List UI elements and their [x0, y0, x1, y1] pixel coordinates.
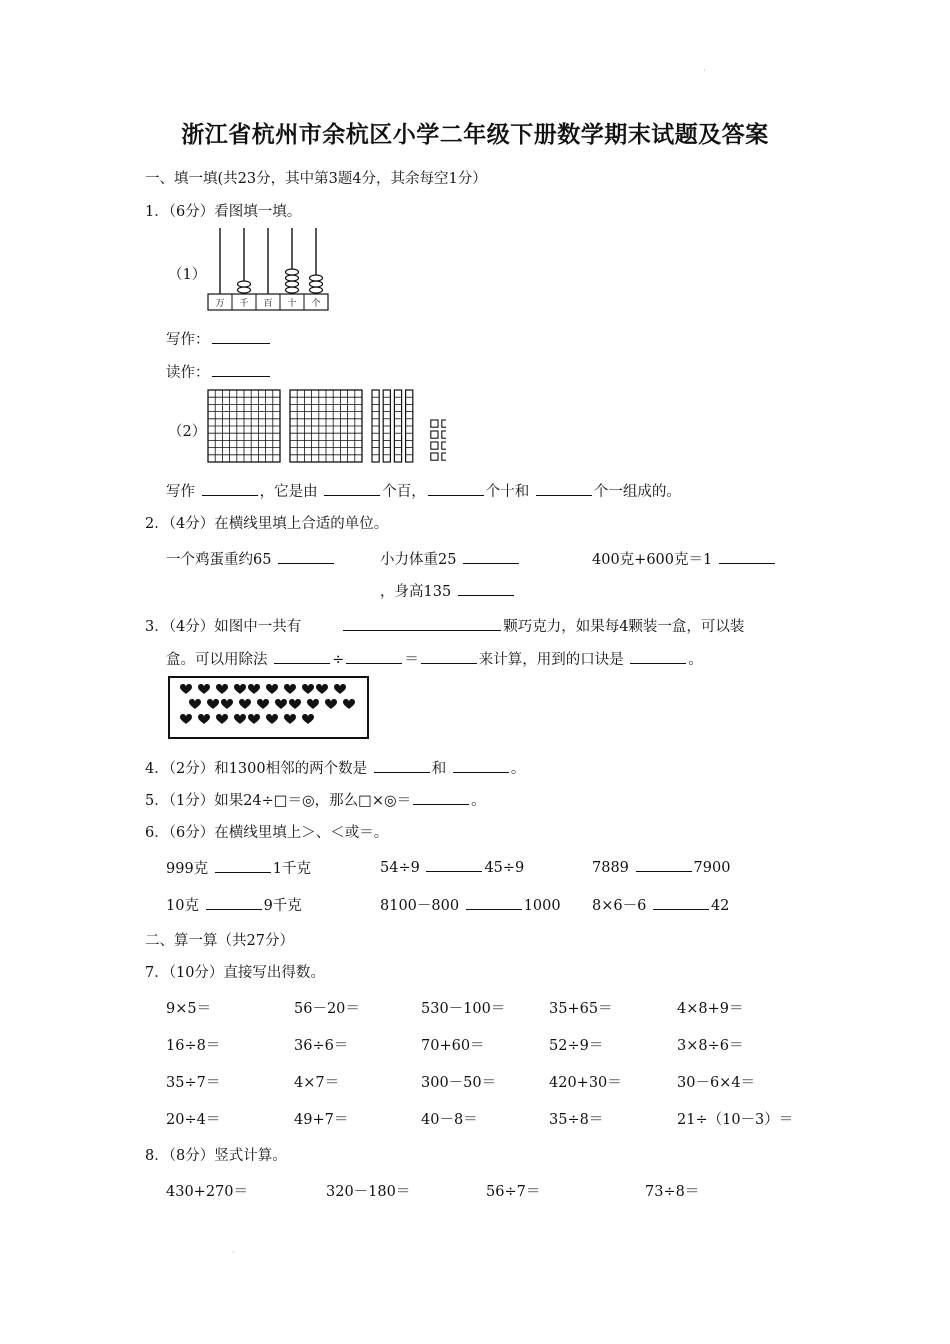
- weight-blank[interactable]: [463, 549, 519, 564]
- calc-item: 52÷9＝: [549, 1038, 604, 1054]
- ones-blank[interactable]: [536, 481, 592, 496]
- chocolate-heart: [198, 684, 210, 694]
- chocolate-heart: [284, 714, 296, 724]
- q6-right: 9千克: [263, 898, 302, 914]
- q4-blank-1[interactable]: [374, 758, 430, 773]
- one-cube: [442, 420, 446, 427]
- q6-left: 999克: [166, 861, 209, 877]
- dividend-blank[interactable]: [274, 649, 330, 664]
- q6-blank[interactable]: [206, 895, 262, 910]
- abacus-bead: [286, 275, 299, 281]
- total-chocolates-blank[interactable]: [343, 616, 501, 631]
- q6-item-4: [166, 894, 302, 915]
- q3-text-d: 来计算，用到的口诀是: [478, 652, 624, 668]
- chocolate-heart: [248, 714, 260, 724]
- read-blank[interactable]: [212, 362, 270, 377]
- abacus-bead: [286, 281, 299, 287]
- q2-item-weight: [380, 548, 521, 569]
- q6-left: 8×6－6: [592, 898, 647, 914]
- chocolate-heart: [221, 699, 233, 709]
- q2-item-sum: [592, 548, 777, 569]
- div-sign: ÷: [332, 652, 345, 668]
- calc-item: 35÷7＝: [166, 1075, 221, 1091]
- q4-text-a: 4．（2分）和1300相邻的两个数是: [145, 761, 368, 777]
- q6-item-1: [166, 857, 311, 878]
- q6-left: 8100－800: [380, 898, 460, 914]
- calc-item: 35+65＝: [549, 1001, 613, 1017]
- fill-text-4: 个十和: [485, 484, 530, 500]
- calc-item: 9×5＝: [166, 1001, 212, 1017]
- q5-text-b: 。: [471, 793, 486, 809]
- fill-text-3: 个百，: [382, 484, 426, 500]
- q3-text-c: 盒。可以用除法: [166, 652, 268, 668]
- eq-sign: ＝: [404, 652, 419, 668]
- q6-left: 10克: [166, 898, 199, 914]
- q6-item-2: [380, 857, 524, 876]
- one-cube: [442, 453, 446, 460]
- section-1-heading: 一、填一填(共23分，其中第3题4分，其余每空1分）: [145, 171, 487, 187]
- q1-part1-label: （1）: [168, 267, 207, 283]
- write-blank[interactable]: [212, 329, 270, 344]
- q6-item-3: [592, 857, 730, 876]
- abacus-place-label: 十: [287, 299, 297, 309]
- chocolate-heart: [234, 684, 246, 694]
- q5-blank[interactable]: [413, 790, 469, 805]
- one-cube: [431, 431, 438, 438]
- question-4: [145, 757, 525, 778]
- chocolate-heart: [284, 684, 296, 694]
- q2-item-height: [380, 580, 516, 601]
- abacus-bead: [286, 287, 299, 293]
- tens-blank[interactable]: [428, 481, 484, 496]
- calc-item: 4×8+9＝: [677, 1001, 744, 1017]
- chocolate-heart: [302, 714, 314, 724]
- q3-line-1: [145, 615, 744, 636]
- one-cube: [442, 442, 446, 449]
- chocolate-heart: [180, 714, 192, 724]
- calc-item: 30－6×4＝: [677, 1075, 756, 1091]
- height-blank[interactable]: [458, 581, 514, 596]
- q6-right: 42: [710, 898, 730, 914]
- vertical-calc-item: 320－180＝: [326, 1184, 411, 1200]
- vertical-calc-item: 56÷7＝: [486, 1184, 541, 1200]
- question-5: [145, 789, 486, 810]
- calc-item: 3×8÷6＝: [677, 1038, 744, 1054]
- question-1-header: 1．（6分）看图填一填。: [145, 204, 302, 220]
- q1-part2-label: （2）: [168, 424, 207, 440]
- egg-label: 一个鸡蛋重约65: [166, 552, 272, 568]
- q4-text-c: 。: [510, 761, 526, 777]
- q3-text-b: 颗巧克力，如果每4颗装一盒，可以装: [503, 619, 745, 635]
- egg-blank[interactable]: [278, 549, 334, 564]
- chocolate-heart: [289, 699, 301, 709]
- q1-read-label: [166, 361, 272, 382]
- q3-line-2: [166, 648, 703, 669]
- one-cube: [431, 453, 438, 460]
- abacus-figure: [206, 224, 342, 314]
- bottom-dot: ·: [232, 1248, 235, 1257]
- calc-item: 300－50＝: [421, 1075, 497, 1091]
- chocolate-heart: [216, 684, 228, 694]
- q6-item-6: [592, 894, 729, 915]
- q6-blank[interactable]: [636, 857, 692, 872]
- calc-item: 21÷（10－3）＝: [677, 1112, 794, 1128]
- quotient-blank[interactable]: [421, 649, 477, 664]
- q6-left: 54÷9: [380, 860, 420, 876]
- vertical-calc-item: 73÷8＝: [645, 1184, 700, 1200]
- question-2-header: 2．（4分）在横线里填上合适的单位。: [145, 516, 389, 532]
- abacus-bead: [238, 287, 251, 293]
- q6-left: 7889: [592, 860, 629, 876]
- chocolate-heart: [216, 714, 228, 724]
- abacus-place-label: 个: [311, 299, 321, 309]
- number-blank[interactable]: [202, 481, 258, 496]
- q6-right: 7900: [693, 860, 731, 876]
- chocolate-heart: [325, 699, 337, 709]
- q3-text-a: 3．（4分）如图中一共有: [145, 619, 302, 635]
- calc-item: 20÷4＝: [166, 1112, 221, 1128]
- one-cube: [431, 442, 438, 449]
- chocolate-heart: [266, 714, 278, 724]
- abacus-bead: [286, 269, 299, 275]
- calc-item: 420+30＝: [549, 1075, 622, 1091]
- hundreds-blank[interactable]: [324, 481, 380, 496]
- one-cube: [442, 431, 446, 438]
- one-cube: [431, 420, 438, 427]
- section-2-heading: 二、算一算（共27分）: [145, 933, 294, 949]
- place-value-blocks-figure: [206, 388, 446, 468]
- abacus-bead: [310, 275, 323, 281]
- chocolate-heart: [302, 684, 314, 694]
- fill-text-5: 个一组成的。: [593, 484, 681, 500]
- write-label: 写作：: [166, 332, 210, 348]
- q6-blank[interactable]: [426, 857, 482, 872]
- q3-period: 。: [688, 652, 703, 668]
- chocolate-heart: [248, 684, 260, 694]
- chocolate-heart: [198, 714, 210, 724]
- calc-item: 530－100＝: [421, 1001, 506, 1017]
- height-label: ，身高135: [380, 584, 452, 600]
- q4-text-b: 和: [431, 761, 447, 777]
- abacus-bead: [238, 281, 251, 287]
- sum-label: 400克+600克＝1: [592, 552, 713, 568]
- chocolate-heart: [266, 684, 278, 694]
- chocolate-heart: [257, 699, 269, 709]
- q1-fill-line: [166, 480, 681, 501]
- sum-blank[interactable]: [719, 549, 775, 564]
- q6-right: 1000: [523, 898, 561, 914]
- calc-item: 35÷8＝: [549, 1112, 604, 1128]
- question-8-header: 8．（8分）竖式计算。: [145, 1148, 287, 1164]
- q6-blank[interactable]: [653, 895, 709, 910]
- vertical-calc-item: 430+270＝: [166, 1184, 249, 1200]
- q6-blank[interactable]: [466, 895, 522, 910]
- q4-blank-2[interactable]: [453, 758, 509, 773]
- chocolate-heart: [275, 699, 287, 709]
- abacus-bead: [310, 287, 323, 293]
- chocolate-heart: [334, 684, 346, 694]
- weight-label: 小力体重25: [380, 552, 457, 568]
- calc-item: 49+7＝: [294, 1112, 349, 1128]
- q6-item-5: [380, 894, 561, 915]
- corner-dot: ·: [703, 66, 706, 75]
- abacus-bead: [310, 281, 323, 287]
- read-label: 读作：: [166, 365, 210, 381]
- fill-text-2: ，它是由: [259, 484, 318, 500]
- chocolate-heart: [207, 699, 219, 709]
- calc-item: 70+60＝: [421, 1038, 485, 1054]
- abacus-place-label: 万: [215, 299, 225, 309]
- calc-item: 36÷6＝: [294, 1038, 349, 1054]
- q6-right: 45÷9: [484, 860, 525, 876]
- question-7-header: 7．（10分）直接写出得数。: [145, 965, 325, 981]
- chocolate-heart: [239, 699, 251, 709]
- calc-item: 16÷8＝: [166, 1038, 221, 1054]
- q1-write-label: [166, 328, 272, 349]
- calc-item: 56－20＝: [294, 1001, 360, 1017]
- abacus-place-label: 千: [239, 299, 249, 309]
- q5-text-a: 5．（1分）如果24÷□＝◎，那么□×◎＝: [145, 793, 412, 809]
- fill-text-1: 写作: [166, 484, 195, 500]
- abacus-place-label: 百: [263, 299, 273, 309]
- chocolate-heart: [180, 684, 192, 694]
- q6-right: 1千克: [272, 861, 312, 877]
- calc-item: 40－8＝: [421, 1112, 478, 1128]
- chocolate-heart: [343, 699, 355, 709]
- q2-item-egg: [166, 548, 336, 569]
- chocolate-heart: [316, 684, 328, 694]
- question-6-header: 6．（6分）在横线里填上＞、＜或＝。: [145, 825, 389, 841]
- chocolate-heart: [189, 699, 201, 709]
- rhyme-blank[interactable]: [630, 649, 686, 664]
- q6-blank[interactable]: [215, 858, 271, 873]
- divisor-blank[interactable]: [346, 649, 402, 664]
- page-title: 浙江省杭州市余杭区小学二年级下册数学期末试题及答案: [181, 122, 769, 148]
- chocolate-heart: [234, 714, 246, 724]
- chocolate-heart: [307, 699, 319, 709]
- chocolate-box-figure: [168, 676, 370, 740]
- calc-item: 4×7＝: [294, 1075, 340, 1091]
